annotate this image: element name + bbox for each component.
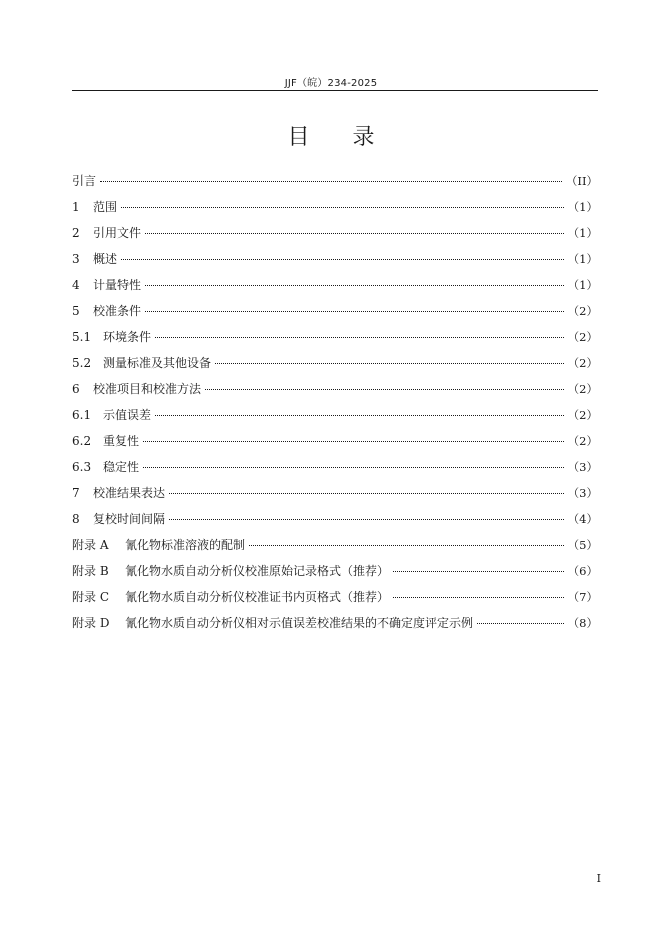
toc-entry-title: 稳定性: [103, 460, 140, 474]
toc-entry-number: 5.1: [72, 330, 92, 344]
toc-entry-title: 概述: [93, 252, 118, 266]
toc-entry[interactable]: [72, 458, 598, 484]
toc-entry-number: 5: [72, 304, 80, 318]
document-code: JJF（皖）234-2025: [284, 78, 378, 89]
toc-entry[interactable]: [72, 562, 598, 588]
toc-entry-number: 附录 A: [72, 538, 109, 552]
toc-entry-number: 附录 C: [72, 590, 109, 604]
toc-dot-leader: [121, 207, 564, 208]
toc-entry[interactable]: [72, 250, 598, 276]
toc-entry-page: （2）: [567, 434, 598, 448]
toc-entry-title: 校准项目和校准方法: [93, 382, 202, 396]
toc-entry-page: （8）: [567, 616, 598, 630]
toc-entry[interactable]: [72, 484, 598, 510]
toc-dot-leader: [100, 181, 562, 182]
toc-entry[interactable]: [72, 510, 598, 536]
toc-entry-page: （5）: [567, 538, 598, 552]
toc-entry[interactable]: [72, 614, 598, 640]
toc-dot-leader: [169, 493, 564, 494]
toc-entry-page: （3）: [567, 460, 598, 474]
toc-entry-title: 复校时间间隔: [93, 512, 166, 526]
toc-dot-leader: [393, 571, 564, 572]
toc-entry[interactable]: [72, 198, 598, 224]
toc-dot-leader: [155, 415, 564, 416]
toc-entry-number: 1: [72, 200, 80, 214]
toc-entry-number: 6.1: [72, 408, 92, 422]
toc-entry[interactable]: [72, 380, 598, 406]
page-number: I: [596, 872, 601, 885]
toc-title: 目 录: [287, 125, 393, 150]
toc-entry-page: （6）: [567, 564, 598, 578]
toc-entry-number: 5.2: [72, 356, 92, 370]
toc-entry-title: 氰化物水质自动分析仪相对示值误差校准结果的不确定度评定示例: [125, 616, 474, 630]
toc-dot-leader: [215, 363, 564, 364]
toc-dot-leader: [145, 285, 564, 286]
toc-entry[interactable]: [72, 276, 598, 302]
toc-entry-title: 示值误差: [103, 408, 152, 422]
toc-entry-page: （2）: [567, 304, 598, 318]
toc-entry-page: （1）: [567, 252, 598, 266]
toc-entry[interactable]: [72, 536, 598, 562]
toc-entry-page: （2）: [567, 382, 598, 396]
toc-entry-number: 8: [72, 512, 80, 526]
toc-entry[interactable]: [72, 354, 598, 380]
toc-entry-title: 氰化物水质自动分析仪校准原始记录格式（推荐）: [125, 564, 390, 578]
toc-entry-number: 6: [72, 382, 80, 396]
toc-entry-page: （7）: [567, 590, 598, 604]
toc-entry-page: （1）: [567, 278, 598, 292]
toc-dot-leader: [393, 597, 564, 598]
toc-entry-number: 4: [72, 278, 80, 292]
toc-entry[interactable]: [72, 406, 598, 432]
toc-entry-page: （3）: [567, 486, 598, 500]
toc-entry-page: （II）: [565, 174, 598, 188]
toc-entry-page: （2）: [567, 356, 598, 370]
toc-entry-title: 环境条件: [103, 330, 152, 344]
toc-entry[interactable]: [72, 224, 598, 250]
toc-entry-title: 氰化物标准溶液的配制: [125, 538, 246, 552]
toc-entry[interactable]: [72, 172, 598, 198]
toc-entry-title: 引言: [72, 174, 97, 188]
toc-entry-number: 2: [72, 226, 80, 240]
toc-entry[interactable]: [72, 302, 598, 328]
toc-dot-leader: [143, 467, 564, 468]
toc-entry-title: 重复性: [103, 434, 140, 448]
toc-entry-title: 氰化物水质自动分析仪校准证书内页格式（推荐）: [125, 590, 390, 604]
toc-entry-page: （1）: [567, 200, 598, 214]
toc-entry-page: （4）: [567, 512, 598, 526]
toc-entry-title: 测量标准及其他设备: [103, 356, 212, 370]
toc-dot-leader: [155, 337, 564, 338]
toc-entry-title: 校准结果表达: [93, 486, 166, 500]
toc-dot-leader: [143, 441, 564, 442]
toc-entry[interactable]: [72, 432, 598, 458]
toc-entry-number: 7: [72, 486, 80, 500]
toc-dot-leader: [121, 259, 564, 260]
toc-entry-page: （2）: [567, 408, 598, 422]
toc-entry-number: 6.3: [72, 460, 92, 474]
toc-entry-number: 附录 D: [72, 616, 110, 630]
toc-dot-leader: [205, 389, 564, 390]
toc-entry-number: 附录 B: [72, 564, 109, 578]
toc-entry-title: 引用文件: [93, 226, 142, 240]
toc-entry[interactable]: [72, 588, 598, 614]
toc-entry-page: （2）: [567, 330, 598, 344]
toc-dot-leader: [249, 545, 564, 546]
toc-entry-title: 校准条件: [93, 304, 142, 318]
toc-entry-number: 6.2: [72, 434, 92, 448]
toc-entry-title: 范围: [93, 200, 118, 214]
header-rule: [72, 90, 598, 91]
toc-entry-page: （1）: [567, 226, 598, 240]
toc-entry-title: 计量特性: [93, 278, 142, 292]
toc-entry[interactable]: [72, 328, 598, 354]
toc-dot-leader: [145, 311, 564, 312]
toc-dot-leader: [145, 233, 564, 234]
toc-dot-leader: [477, 623, 564, 624]
toc-list: [72, 172, 598, 640]
toc-dot-leader: [169, 519, 564, 520]
toc-entry-number: 3: [72, 252, 80, 266]
